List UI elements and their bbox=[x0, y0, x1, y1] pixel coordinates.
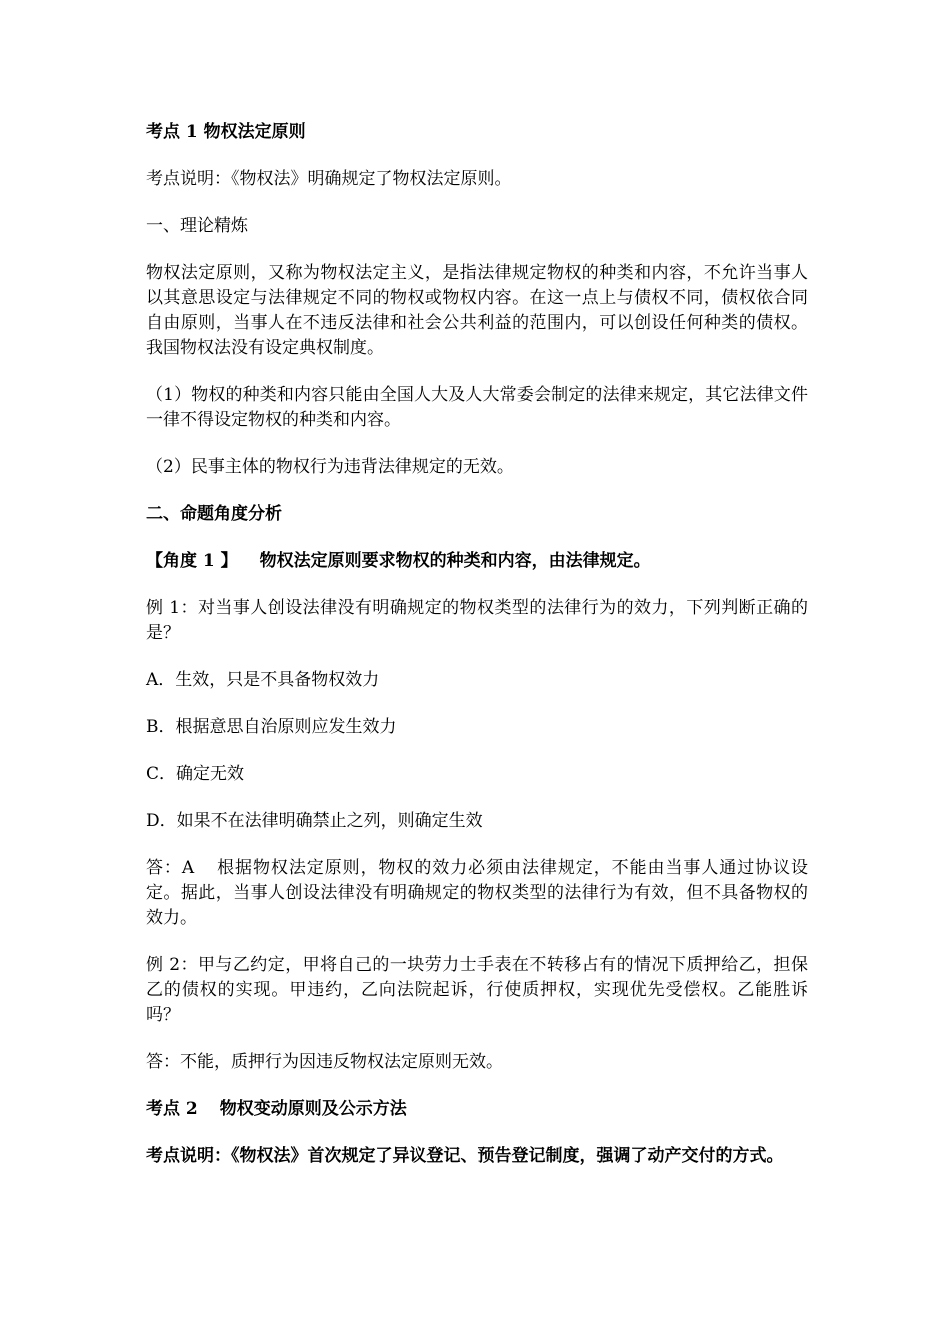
section2-label: 考点 2 bbox=[146, 1099, 198, 1119]
section2-note: 考点说明：《物权法》首次规定了异议登记、预告登记制度，强调了动产交付的方式。 bbox=[146, 1146, 784, 1166]
section1-note: 考点说明：《物权法》明确规定了物权法定原则。 bbox=[146, 169, 512, 189]
example-2-answer: 答：不能，质押行为因违反物权法定原则无效。 bbox=[146, 1052, 503, 1072]
example-1-answer-label: 答：A bbox=[146, 858, 195, 878]
angle-1-text: 物权法定原则要求物权的种类和内容，由法律规定。 bbox=[259, 551, 651, 571]
document-page bbox=[146, 120, 808, 1191]
example-1-option-c: C．确定无效 bbox=[146, 764, 245, 784]
example-1-question: 例 1：对当事人创设法律没有明确规定的物权类型的法律行为的效力，下列判断正确的是？ bbox=[146, 598, 808, 643]
angle-1 bbox=[146, 549, 808, 574]
angle-1-tag: 【角度 1 】 bbox=[146, 551, 238, 571]
theory-paragraph: 物权法定原则，又称为物权法定主义，是指法律规定物权的种类和内容，不允许当事人以其意思设定与法律规定不同的物权或物权内容。在这一点上与债权不同，债权依合同自由原则，当事人在不违反法律和社会公共利益的范围内，可以创设任何种类的债权。我国物权法没有设定典权制度。 bbox=[146, 263, 808, 358]
example-1-answer-text: 根据物权法定原则，物权的效力必须由法律规定，不能由当事人通过协议设定。据此，当事人创设法律没有明确规定的物权类型的法律行为有效，但不具备物权的效力。 bbox=[146, 858, 809, 928]
example-1-option-b: B．根据意思自治原则应发生效力 bbox=[146, 717, 397, 737]
example-1-option-a: A．生效，只是不具备物权效力 bbox=[146, 670, 380, 690]
section1-title: 考点 1 物权法定原则 bbox=[146, 122, 306, 142]
example-1-option-d: D．如果不在法律明确禁止之列，则确定生效 bbox=[146, 811, 483, 831]
theory-point-1: （1）物权的种类和内容只能由全国人大及人大常委会制定的法律来规定，其它法律文件一律不得设定物权的种类和内容。 bbox=[146, 385, 808, 430]
section2-title-text: 物权变动原则及公示方法 bbox=[219, 1099, 407, 1119]
section2-title bbox=[146, 1097, 808, 1122]
theory-point-2: （2）民事主体的物权行为违背法律规定的无效。 bbox=[146, 457, 514, 477]
example-1-answer bbox=[146, 856, 808, 931]
example-2-question: 例 2：甲与乙约定，甲将自己的一块劳力士手表在不转移占有的情况下质押给乙，担保乙的债权的实现。甲违约，乙向法院起诉，行使质押权，实现优先受偿权。乙能胜诉吗？ bbox=[146, 955, 808, 1025]
analysis-heading: 二、命题角度分析 bbox=[146, 504, 282, 524]
theory-heading: 一、理论精炼 bbox=[146, 216, 248, 236]
